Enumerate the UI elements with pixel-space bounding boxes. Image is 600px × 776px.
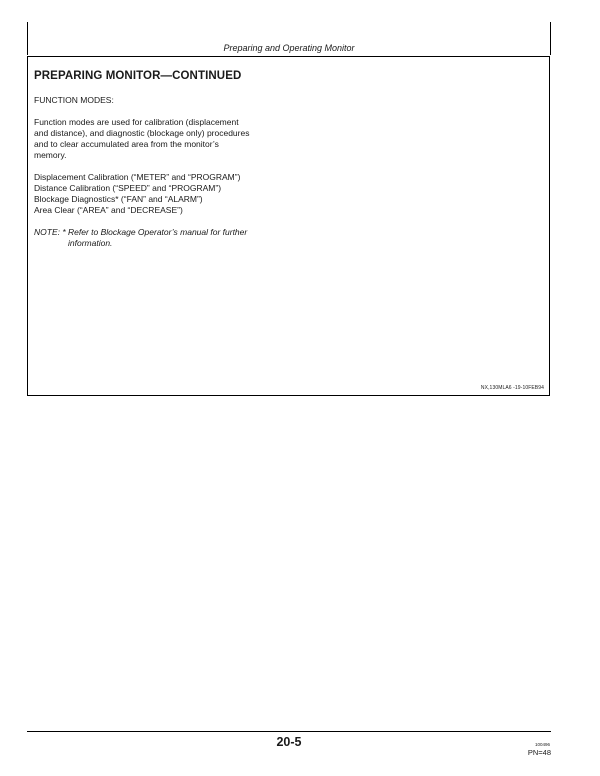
function-modes-heading: FUNCTION MODES: <box>34 95 114 105</box>
mode-item: Displacement Calibration (“METER” and “PROGRAM”) <box>34 172 241 182</box>
footer-rule <box>27 731 551 732</box>
note-line: NOTE: * Refer to Blockage Operator’s manual for further <box>34 227 248 237</box>
intro-paragraph <box>34 117 334 161</box>
mode-list <box>34 172 334 216</box>
intro-line: memory. <box>34 150 67 160</box>
intro-line: and to clear accumulated area from the monitor’s <box>34 139 219 149</box>
intro-line: Function modes are used for calibration (displacement <box>34 117 239 127</box>
mode-item: Blockage Diagnostics* (“FAN” and “ALARM”) <box>34 194 203 204</box>
reference-code: NX,130MLA6 -19-10FEB94 <box>480 385 544 391</box>
note <box>34 227 334 249</box>
page-number: 20-5 <box>276 735 302 749</box>
note-line: information. <box>68 238 113 248</box>
running-header: Preparing and Operating Monitor <box>223 43 355 53</box>
pn-label: PN=48 <box>527 748 551 757</box>
mode-item: Distance Calibration (“SPEED” and “PROGRAM”) <box>34 183 222 193</box>
intro-line: and distance), and diagnostic (blockage only) procedures <box>34 128 250 138</box>
mode-item: Area Clear (“AREA” and “DECREASE”) <box>34 205 183 215</box>
footer-code: 100496 <box>534 742 550 747</box>
body-text <box>34 95 334 249</box>
section-title: PREPARING MONITOR—CONTINUED <box>34 70 242 82</box>
content-box <box>27 56 550 396</box>
